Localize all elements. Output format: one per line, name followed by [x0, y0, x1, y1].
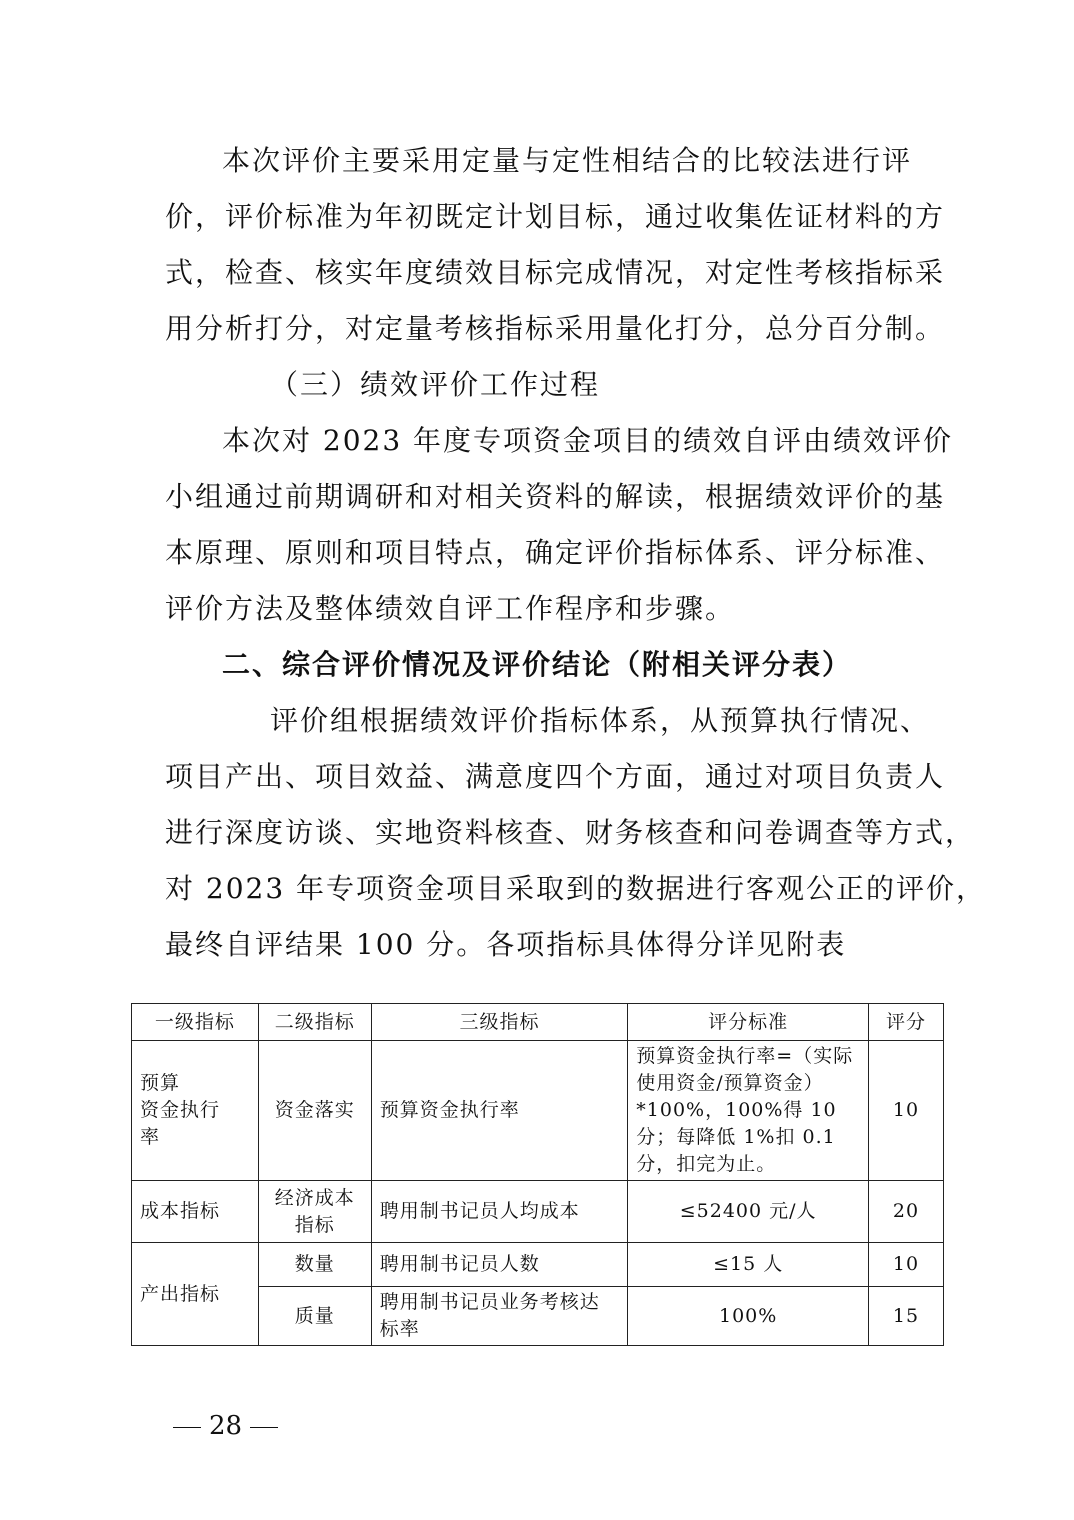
header-level3: 三级指标	[371, 1004, 628, 1041]
table-row	[132, 1243, 944, 1287]
paragraph-line: 项目产出、项目效益、满意度四个方面，通过对项目负责人	[165, 760, 946, 793]
page-number: 28	[209, 1411, 243, 1441]
cell-level2: 数量	[258, 1243, 371, 1287]
cell-standard: ≤15 人	[628, 1243, 869, 1287]
table-row	[132, 1041, 944, 1181]
section-subheading: （三）绩效评价工作过程	[270, 368, 601, 401]
header-level2: 二级指标	[258, 1004, 371, 1041]
cell-level3: 聘用制书记员人数	[371, 1243, 628, 1287]
footer-dash-right	[250, 1427, 278, 1428]
paragraph-line: 式，检查、核实年度绩效目标完成情况，对定性考核指标采	[165, 256, 946, 289]
cell-level2: 质量	[258, 1287, 371, 1346]
cell-level3: 聘用制书记员人均成本	[371, 1181, 628, 1243]
header-standard: 评分标准	[628, 1004, 869, 1041]
paragraph-line: 本次对 2023 年度专项资金项目的绩效自评由绩效评价	[222, 424, 954, 457]
cell-score: 10	[869, 1243, 944, 1287]
cell-level1: 成本指标	[132, 1181, 259, 1243]
header-level1: 一级指标	[132, 1004, 259, 1041]
cell-score: 20	[869, 1181, 944, 1243]
paragraph-line: 用分析打分，对定量考核指标采用量化打分，总分百分制。	[165, 312, 946, 345]
paragraph-line: 进行深度访谈、实地资料核查、财务核查和问卷调查等方式，	[165, 816, 976, 849]
paragraph-line: 对 2023 年专项资金项目采取到的数据进行客观公正的评价，	[165, 872, 987, 905]
footer-dash-left	[173, 1427, 201, 1428]
cell-score: 10	[869, 1041, 944, 1181]
paragraph-line: 最终自评结果 100 分。各项指标具体得分详见附表	[165, 928, 847, 961]
paragraph-line: 评价组根据绩效评价指标体系，从预算执行情况、	[270, 704, 931, 737]
paragraph-line: 价，评价标准为年初既定计划目标，通过收集佐证材料的方	[165, 200, 946, 233]
table-row	[132, 1181, 944, 1243]
page-footer	[165, 1406, 286, 1446]
cell-level1: 预算 资金执行 率	[132, 1041, 259, 1181]
paragraph-line: 评价方法及整体绩效自评工作程序和步骤。	[165, 592, 736, 625]
score-table	[131, 1003, 944, 1346]
cell-level2: 资金落实	[258, 1041, 371, 1181]
cell-level2: 经济成本指标	[258, 1181, 371, 1243]
paragraph-line: 本次评价主要采用定量与定性相结合的比较法进行评	[222, 144, 913, 177]
cell-standard: 预算资金执行率=（实际使用资金/预算资金）*100%，100%得 10 分；每降低 1%扣 0.1 分，扣完为止。	[628, 1041, 869, 1181]
table-header-row	[132, 1004, 944, 1041]
cell-standard: 100%	[628, 1287, 869, 1346]
section-heading: 二、综合评价情况及评价结论（附相关评分表）	[222, 648, 853, 681]
paragraph-line: 小组通过前期调研和对相关资料的解读，根据绩效评价的基	[165, 480, 946, 513]
cell-standard: ≤52400 元/人	[628, 1181, 869, 1243]
cell-score: 15	[869, 1287, 944, 1346]
cell-level3: 聘用制书记员业务考核达标率	[371, 1287, 628, 1346]
cell-level1: 产出指标	[132, 1243, 259, 1346]
cell-level3: 预算资金执行率	[371, 1041, 628, 1181]
paragraph-line: 本原理、原则和项目特点，确定评价指标体系、评分标准、	[165, 536, 946, 569]
header-score: 评分	[869, 1004, 944, 1041]
